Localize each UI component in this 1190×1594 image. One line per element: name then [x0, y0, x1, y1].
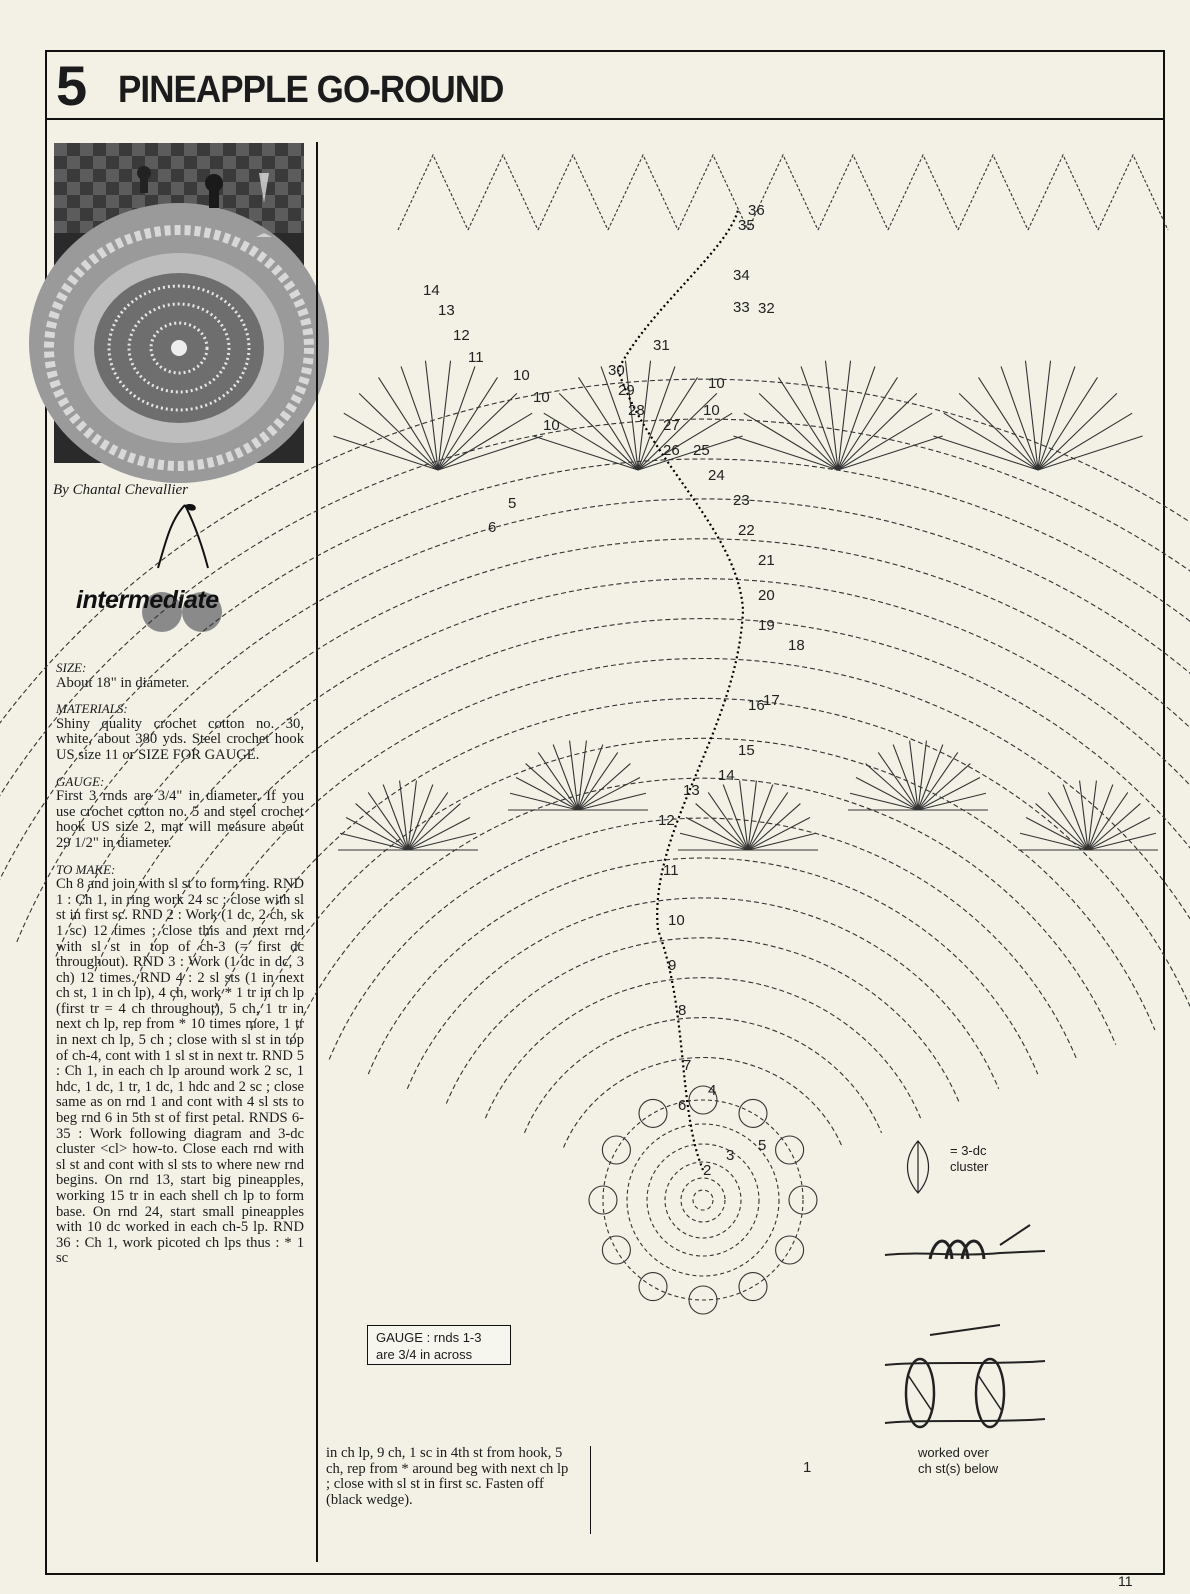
round-label: 19 — [758, 617, 775, 634]
round-label: 2 — [703, 1162, 712, 1179]
section-body-size: About 18" in diameter. — [56, 674, 190, 691]
byline: By Chantal Chevallier — [53, 482, 188, 498]
cluster-legend-line1: = 3-dc — [950, 1143, 987, 1158]
round-label: 9 — [668, 957, 677, 974]
cluster-legend — [950, 1143, 988, 1175]
round-label: 25 — [693, 442, 710, 459]
round-label: 6 — [678, 1097, 687, 1114]
round-label: 5 — [508, 495, 517, 512]
round-label: 13 — [683, 782, 700, 799]
round-label: 11 — [468, 349, 484, 366]
round-label: 34 — [733, 267, 750, 284]
instructions-continued: in ch lp, 9 ch, 1 sc in 4th st from hook, 5 ch, rep from * around beg with next ch lp ; close with sl st in first sc. Fasten off (black wedge). — [326, 1445, 569, 1508]
page-title: PINEAPPLE GO-ROUND — [118, 69, 504, 111]
section-heading-to-make: TO MAKE: — [56, 861, 116, 877]
cluster-howto-illustration — [880, 1215, 1050, 1425]
round-label: 20 — [758, 587, 775, 604]
round-label: 10 — [703, 402, 720, 419]
round-label: 31 — [653, 337, 670, 354]
instructions — [56, 660, 304, 1267]
round-label: 21 — [758, 552, 775, 569]
round-label: 24 — [708, 467, 725, 484]
gauge-note — [367, 1325, 511, 1365]
round-label: 32 — [758, 300, 775, 317]
worked-over-legend-line2: ch st(s) below — [918, 1461, 999, 1476]
round-label: 18 — [788, 637, 805, 654]
round-label: 17 — [763, 692, 780, 709]
round-label: 10 — [543, 417, 560, 434]
round-label: 10 — [513, 367, 530, 384]
round-label: 14 — [423, 282, 440, 299]
section-body-gauge: First 3 rnds are 3/4" in diameter. If you use crochet cotton no. 5 and steel crochet hook US size 2, mat will measure about 29 1/2" in diameter. — [56, 788, 304, 851]
round-label: 1 — [803, 1459, 812, 1476]
round-label: 7 — [683, 1057, 692, 1074]
round-label: 5 — [758, 1137, 767, 1154]
round-label: 28 — [628, 402, 645, 419]
doily-photo — [54, 143, 304, 463]
worked-over-legend — [918, 1445, 1038, 1477]
cluster-legend-line2: cluster — [950, 1159, 989, 1174]
round-label: 10 — [668, 912, 685, 929]
skill-level-badge: intermediate — [76, 586, 219, 614]
round-label: 35 — [738, 217, 755, 234]
round-label: 23 — [733, 492, 750, 509]
round-label: 10 — [708, 375, 725, 392]
section-heading-materials: MATERIALS: — [56, 701, 128, 717]
round-label: 13 — [438, 302, 455, 319]
round-label: 11 — [663, 862, 679, 879]
round-label: 12 — [453, 327, 470, 344]
round-label: 16 — [748, 697, 765, 714]
round-label: 26 — [663, 442, 680, 459]
round-label: 33 — [733, 299, 750, 316]
round-label: 4 — [708, 1082, 717, 1099]
cluster-symbol-icon — [900, 1137, 936, 1197]
round-label: 12 — [658, 812, 675, 829]
round-label: 6 — [488, 519, 497, 536]
section-body-to-make: Ch 8 and join with sl st to form ring. RND 1 : Ch 1, in ring work 24 sc ; close with sl st in first sc. RND 2 : Work (1 dc, 2 ch, sk 1 sc) 12 times ; close this and next rnd with sl st in top of ch-3 (= first dc throughout). RND 3 : Work (1 dc in dc, 3 ch) 12 times. RND 4 : 2 sl sts (1 in next ch st, 1 in ch lp), 4 ch, work * 1 tr in ch lp (first tr = 4 ch throughout), 5 ch, 1 tr in next ch lp, rep from * 10 times more, 1 tr in next ch lp, 5 ch ; close with sl st in top of ch-4, cont with 1 sl st in next tr. RND 5 : Ch 1, in each ch lp around work 2 sc, 1 hdc, 1 dc, 1 tr, 1 dc, 1 hdc and 2 sc ; close same as on rnd 1 and cont with 4 sl sts to beg rnd 6 in 5th st of first petal. RNDS 6-35 : Work following diagram and 3-dc cluster <cl> how-to. Close each rnd with sl st and cont with sl sts to where new rnd begins. On rnd 13, start big pineapples, working 15 tr in each shell ch lp to form base. On rnd 24, start small pineapples with 10 dc worked in each ch-5 lp. RND 36 : Ch 1, work picoted ch lps thus : * 1 sc — [56, 876, 304, 1267]
page-number: 11 — [1118, 1573, 1133, 1589]
section-heading-size: SIZE: — [56, 660, 87, 675]
round-label: 8 — [678, 1002, 687, 1019]
section-heading-gauge: GAUGE: — [56, 773, 105, 789]
round-label: 14 — [718, 767, 735, 784]
round-label: 36 — [748, 202, 765, 219]
pattern-number: 5 — [56, 54, 87, 117]
gauge-note-line2: are 3/4 in across — [376, 1347, 473, 1362]
round-label: 3 — [726, 1147, 735, 1164]
round-label: 15 — [738, 742, 755, 759]
round-label: 22 — [738, 522, 755, 539]
round-label: 30 — [608, 362, 625, 379]
round-label: 29 — [618, 382, 635, 399]
cherry-stem-icon — [140, 500, 230, 570]
section-body-materials: Shiny quality crochet cotton no. 30, white, about 380 yds. Steel crochet hook US size 11 or SIZE FOR GAUGE. — [56, 715, 304, 763]
continuation-divider — [590, 1446, 591, 1534]
gauge-note-line1: GAUGE : rnds 1-3 — [376, 1330, 482, 1345]
worked-over-legend-line1: worked over — [918, 1445, 989, 1460]
round-label: 10 — [533, 389, 550, 406]
round-label: 27 — [663, 417, 680, 434]
